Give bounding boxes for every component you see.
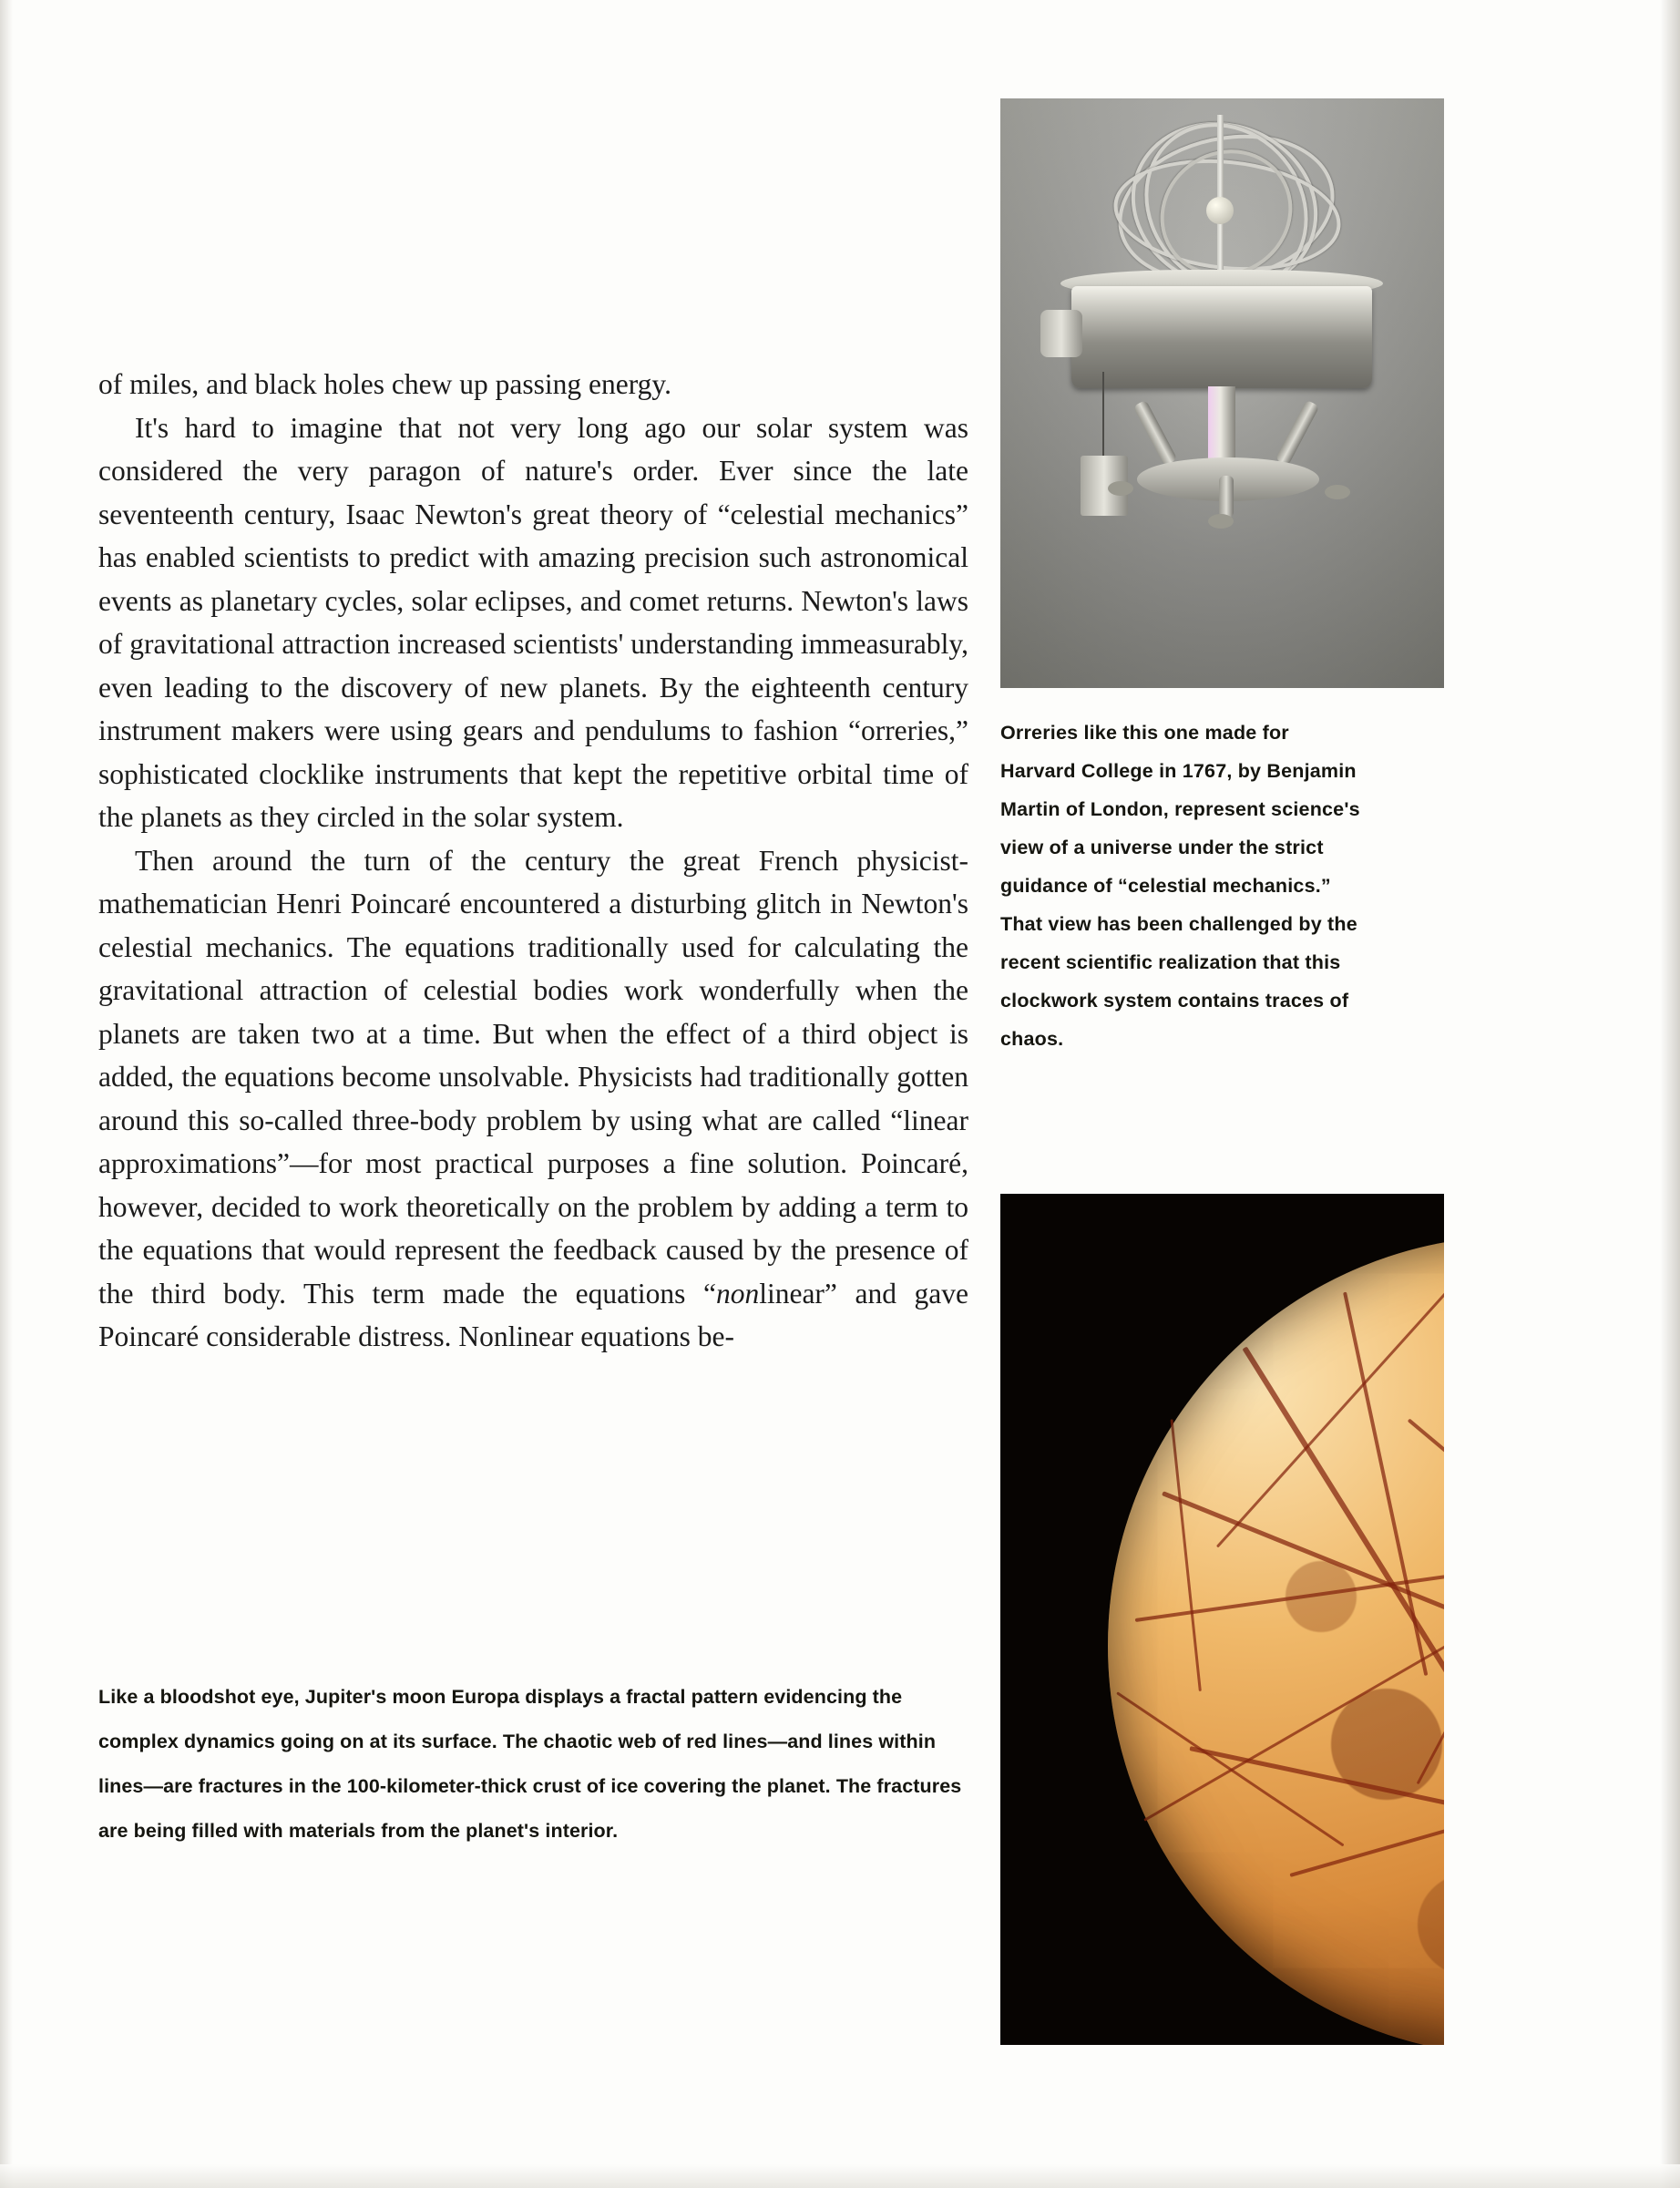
europa-limb-shading [1108,1236,1444,2045]
body-paragraph-3 [98,839,968,1359]
europa-photograph [1000,1194,1444,2045]
orrery-foot-1 [1108,481,1133,496]
orrery-photograph [1000,98,1444,688]
orrery-figure [1000,98,1444,1058]
page-bottom-edge [0,2164,1680,2188]
nonlinear-italic-word: non [715,1277,760,1310]
pendulum-wire [1102,372,1104,459]
orrery-winding-knob [1040,310,1082,357]
body-text-column [98,363,968,1359]
sphere-sun-core [1206,197,1234,224]
orrery-leg-3 [1219,476,1234,518]
page-right-edge [1660,0,1680,2188]
paragraph3-lead: Then around the turn of the century the great French physicist-mathematician Henri Poincaré encountered a disturbing glitch in Newton's celestial mechanics. The equations traditionally used for calculating the gravitational attraction of celestial bodies work wonderfully when the planets are taken two at a time. But when the effect of a third object is added, the equations become unsolvable. Physicists had traditionally gotten around this so-called three-body problem by using what are called “linear approximations”—for most practical purposes a fine solution. Poincaré, however, decided to work theoretically on the problem by adding a term to the equations that would represent the feedback caused by the presence of the third body. This term made the equations “ [98,844,968,1310]
orrery-foot-3 [1208,514,1234,529]
orrery-caption: Orreries like this one made for Harvard College in 1767, by Benjamin Martin of London, represent science's view of a universe under the strict guidance of “celestial mechanics.” That view has been challenged by the recent scientific realization that this clockwork system contains traces of chaos. [1000,722,1360,1050]
orrery-foot-2 [1325,485,1350,499]
page-left-edge [0,0,13,2188]
europa-caption: Like a bloodshot eye, Jupiter's moon Europa displays a fractal pattern evidencing the complex dynamics going on at its surface. The chaotic web of red lines—and lines within lines—are fractures in the 100-kilometer-thick crust of ice covering the planet. The fractures are being filled with materials from the planet's interior. [98,1686,962,1842]
paragraph3-tail: linear” and gave Poincaré considerable distress. Nonlinear equations be- [98,1277,968,1352]
orrery-drum-body [1071,286,1372,388]
body-paragraph-2: It's hard to imagine that not very long ago our solar system was considered the very paragon of nature's order. Ever since the late seventeenth century, Isaac Newton's great theory of “celestial mechanics” has enabled scientists to predict with amazing precision such astronomical events as planetary cycles, solar eclipses, and comet returns. Newton's laws of gravitational attraction increased scientists' understanding immeasurably, even leading to the discovery of new planets. By the eighteenth century instrument makers were using gears and pendulums to fashion “orreries,” sophisticated clocklike instruments that kept the repetitive orbital time of the planets as they circled in the solar system. [98,411,968,833]
body-paragraph-1: of miles, and black holes chew up passing energy. [98,368,671,400]
